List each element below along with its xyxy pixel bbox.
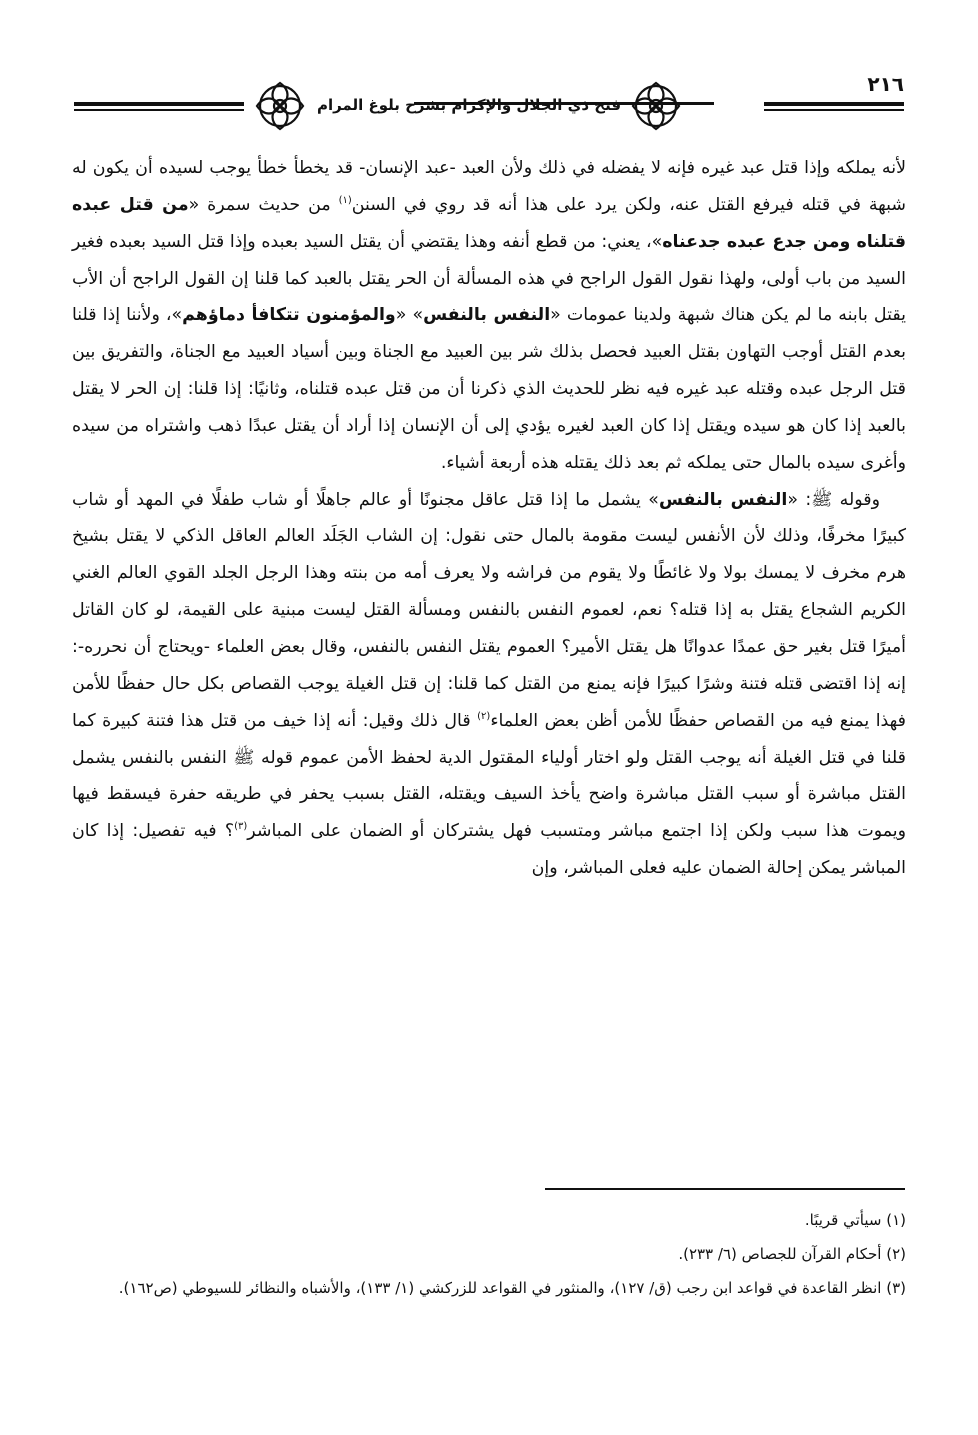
footnote-separator — [545, 1188, 905, 1190]
text-run: » « — [395, 305, 424, 326]
page-header — [74, 72, 904, 138]
footnote-ref: (٢) — [477, 710, 491, 722]
hadith-quote: النفس بالنفس — [658, 489, 788, 510]
text-run: »، ولأننا إذا قلنا بعدم القتل أوجب التهاون بقتل العبيد فحصل بذلك شر بين العبيد مع الجناة وبين أسياد العبيد مع الجناة، والتفريق بين قتل الرجل عبده وقتله عبد غيره فيه نظر للحديث الذي ذكرنا أن من قتل عبده قتلناه، وثانيًا: إذا قلنا: إن الحر لا يقتل بالعبد إذا كان هو سيده ويقتل إذا كان العبد لغيره يؤدي إلى أن الإنسان إذا أراد أن يقتل عبدًا ذهب واشتراه من سيده وأغرى سيده بالمال حتى يملكه ثم بعد ذلك يقتله هذه أربعة أشياء. — [72, 305, 906, 473]
ornament-left-icon — [254, 80, 306, 132]
text-run: وقوله ﷺ: « — [787, 489, 880, 510]
paragraph-2 — [72, 482, 906, 887]
footnote-ref: (٣) — [234, 821, 248, 833]
hadith-quote: والمؤمنون تتكافأ دماؤهم — [182, 305, 396, 326]
hadith-quote: من قتل عبده قتلناه ومن جدع عبده جدعناه — [72, 194, 906, 252]
text-run: قال ذلك وقيل: أنه إذا خيف من قتل هذا فتنة كبيرة كما قلنا في قتل الغيلة أنه يوجب القتل ولو اختار أولياء المقتول الدية لحفظ الأمن عموم قوله ﷺ النفس بالنفس يشمل القتل مباشرة أو سبب القتل مباشرة واضح يأخذ السيف ويقتله، القتل بسبب يحفر في طريقه حفرة فيسقط فيها ويموت هذا سبب ولكن إذا اجتمع مباشر ومتسبب فهل يشتركان أو الضمان على المباشر — [72, 710, 906, 842]
header-rule-right — [764, 102, 904, 114]
ornament-right-icon — [630, 80, 682, 132]
footnote-ref: (١) — [338, 195, 352, 207]
text-run: من حديث سمرة « — [188, 194, 339, 215]
page-number: ٢١٦ — [867, 72, 904, 96]
footnote-1: (١) سيأتي قريبًا. — [804, 1211, 906, 1229]
paragraph-1 — [72, 150, 906, 482]
footnotes — [72, 1203, 906, 1305]
body-text — [72, 150, 906, 887]
running-title: فتح ذي الجلال والإكرام بشرح بلوغ المرام — [316, 96, 622, 114]
text-run: » يشمل ما إذا قتل عاقل مجنونًا أو عالم جاهلًا أو شاب طفلًا في المهد أو شاب كبيرًا مخرفًا، وذلك لأن الأنفس ليست مقومة بالمال حتى نقول: إن الشاب الجَلَد العالم العاقل الذكي لا يقتل بشيخ هرم مخرف لا يمسك بولا ولا غائطًا ولا يقوم من فراشه ولا يعرف أمه من بنته وهذا الرجل الجلد القوي العالم الغني الكريم الشجاع يقتل به إذا قتله؟ نعم، لعموم النفس بالنفس ومسألة القتل ليست مبنية على القيمة، لو كان القاتل أميرًا قتل بغير حق عمدًا عدوانًا هل يقتل الأمير؟ العموم يقتل النفس بالنفس، وقال بعض العلماء -ويحتاج أن نحرره-: إنه إذا اقتضى قتله فتنة وشرًا كبيرًا فإنه يمنع من القتل كما قلنا: إن قتل الغيلة يوجب القصاص بكل حال حفظًا للأمن فهذا يمنع فيه من القصاص حفظًا للأمن أظن بعض العلماء — [72, 489, 906, 731]
text-run: »، يعني: من قطع أنفه وهذا يقتضي أن يقتل السيد بعبده وإذا قتل السيد بعبده فغير السيد من باب أولى، ولهذا نقول القول الراجح في هذه المسألة أن الحر يقتل بالعبد كما قلنا إن القول الراجح أن الأب يقتل بابنه ما لم يكن هناك شبهة ولدينا عمومات « — [72, 231, 906, 326]
text-run: ؟ فيه تفصيل: إذا كان المباشر يمكن إحالة الضمان عليه فعلى المباشر، وإن — [72, 821, 906, 879]
text-run: لأنه يملكه وإذا قتل عبد غيره فإنه لا يفضله في ذلك ولأن العبد -عبد الإنسان- قد يخطأ خطأ يوجب لسيده أن يكون له شبهة في قتله فيرفع القتل عنه، ولكن يرد على هذا أنه قد روي في السنن — [72, 158, 906, 215]
hadith-quote: النفس بالنفس — [423, 305, 551, 326]
footnote-3: (٣) انظر القاعدة في قواعد ابن رجب (ق/ ١٢٧)، والمنثور في القواعد للزركشي (١/ ١٣٣)، والأشباه والنظائر للسيوطي (ص١٦٢). — [118, 1279, 906, 1297]
footnote-2: (٢) أحكام القرآن للجصاص (٦/ ٢٣٣). — [678, 1245, 906, 1263]
header-rule-left — [74, 102, 244, 114]
